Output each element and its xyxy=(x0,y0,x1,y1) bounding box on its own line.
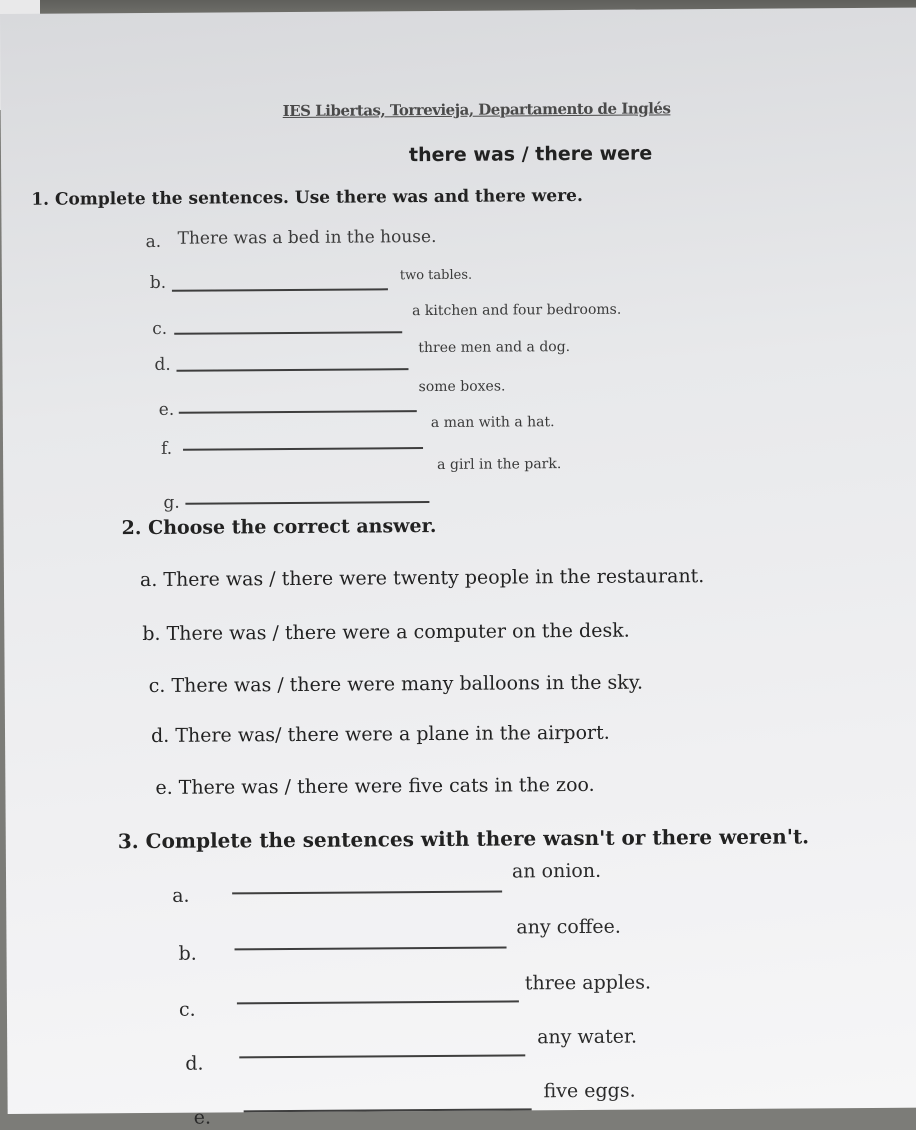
item-text: a man with a hat. xyxy=(430,414,555,432)
item-letter: a. xyxy=(172,884,190,907)
answer-blank[interactable] xyxy=(183,447,423,450)
answer-blank[interactable] xyxy=(174,331,402,334)
worksheet-header: IES Libertas, Torrevieja, Departamento de Inglés xyxy=(282,99,671,121)
section2-item-e: e. There was / there were five cats in the zoo. xyxy=(155,773,595,799)
item-letter: g. xyxy=(163,492,180,513)
item-text: There was a bed in the house. xyxy=(177,226,437,249)
item-text: any coffee. xyxy=(516,915,621,939)
answer-blank[interactable] xyxy=(172,288,388,291)
item-letter: c. xyxy=(178,998,196,1021)
item-letter: a. xyxy=(145,231,162,252)
item-letter: e. xyxy=(158,399,175,420)
section1-instruction: 1. Complete the sentences. Use there was and there were. xyxy=(31,185,583,210)
answer-blank[interactable] xyxy=(239,1054,525,1057)
answer-blank[interactable] xyxy=(235,946,507,949)
item-letter: d. xyxy=(154,354,171,375)
section2-instruction: 2. Choose the correct answer. xyxy=(121,514,437,540)
item-letter: e. xyxy=(193,1106,212,1129)
item-text: a kitchen and four bedrooms. xyxy=(412,301,622,320)
section2-item-c: c. There was / there were many balloons in the sky. xyxy=(148,671,644,697)
item-letter: b. xyxy=(178,942,197,965)
item-text: three men and a dog. xyxy=(418,339,571,357)
section2-item-a: a. There was / there were twenty people in the restaurant. xyxy=(139,565,705,592)
section3-instruction: 3. Complete the sentences with there wasn't or there weren't. xyxy=(117,824,810,854)
item-letter: d. xyxy=(185,1052,204,1075)
item-text: any water. xyxy=(537,1025,638,1049)
item-text: five eggs. xyxy=(543,1079,636,1103)
answer-blank[interactable] xyxy=(185,501,429,504)
worksheet xyxy=(0,8,916,1129)
item-letter: c. xyxy=(152,318,168,339)
answer-blank[interactable] xyxy=(244,1108,532,1112)
item-text: a girl in the park. xyxy=(437,456,562,473)
answer-blank[interactable] xyxy=(179,410,417,413)
item-text: some boxes. xyxy=(418,378,506,396)
item-text: three apples. xyxy=(524,971,652,995)
section2-item-d: d. There was/ there were a plane in the airport. xyxy=(150,721,610,747)
section2-item-b: b. There was / there were a computer on the desk. xyxy=(142,619,630,646)
answer-blank[interactable] xyxy=(237,1000,519,1003)
worksheet-title: there was / there were xyxy=(408,142,653,167)
item-text: an onion. xyxy=(511,859,602,883)
item-text: two tables. xyxy=(399,267,473,284)
item-letter: f. xyxy=(160,438,173,459)
answer-blank[interactable] xyxy=(176,368,408,371)
item-letter: b. xyxy=(149,272,167,293)
answer-blank[interactable] xyxy=(232,891,502,894)
